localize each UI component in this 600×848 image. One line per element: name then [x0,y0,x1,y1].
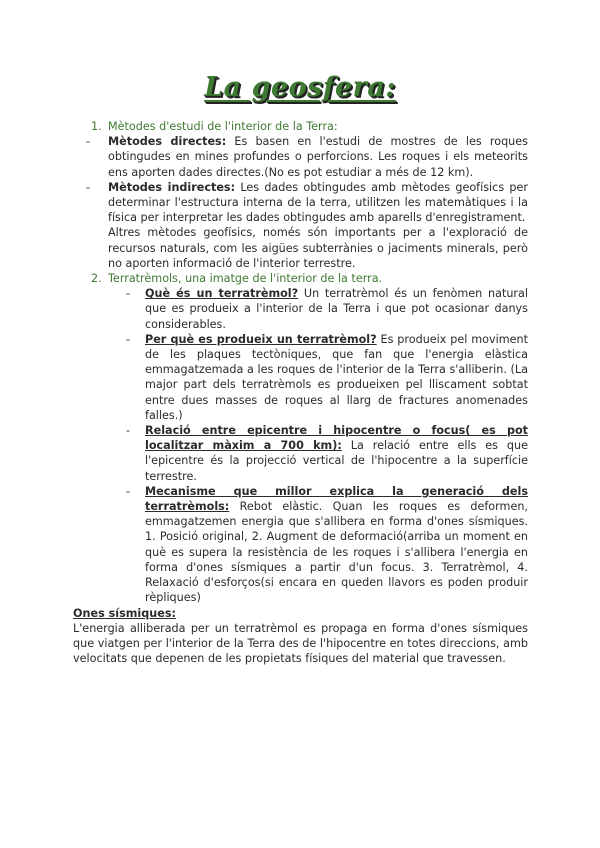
section-1-number: 1. [91,120,102,133]
term-metodes-directes: Mètodes directes: [108,135,227,149]
section-1-title: Mètodes d'estudi de l'interior de la Terra: [108,120,338,133]
text-metodes-directes: Es basen en l'estudi de mostres de les roques obtingudes en mines profundes o perforcions. Les roques i els meteorits ens aporten dades directes.(No es pot estudiar a més de 12 km). [108,135,528,179]
dash-marker: - [126,484,131,498]
text-que-es: Un terratrèmol és un fenòmen natural que es produeix a l'interior de la Terra i que pot ocasionar danys considerables. [145,287,528,331]
text-mecanisme: Rebot elàstic. Quan les roques es deformen, emmagatzemen energia que s'allibera en forma d'ones sísmiques. 1. Posició original, 2. Augment de deformació(arriba un moment en què es supera la resistència de les roques i s'allibera l'energia en forma d'ones sísmiques a partir d'un focus. 3. Terratrèmol, 4. Relaxació d'esforços(si encara en queden llavors es poden produir rèpliques) [145,500,528,605]
dash-marker: - [126,424,131,438]
section-1-heading [91,119,528,134]
dash-marker: - [86,135,91,149]
term-mecanisme: Mecanisme que millor explica la generació dels terratrèmols: [145,484,528,514]
term-que-es: Què és un terratrèmol? [145,287,299,301]
text-per-que: Es produeix pel moviment de les plaques tectòniques, que fan que l'energia elàstica emmagatzemada a les roques de l'interior de la Terra s'alliberin. (La major part dels terratrèmols es produeixen pel lliscament sobtat entre dues masses de roques al llarg de fractures anomenades falles.) [145,332,528,422]
list-item-per-que-es-produeix [126,332,528,423]
list-item-metodes-directes [86,134,528,180]
text-relacio: La relació entre ells es que l'epicentre és la projecció vertical de l'hipocentre a la superfície terrestre. [145,439,528,483]
dash-marker: - [126,332,131,346]
list-item-mecanisme [126,484,528,606]
term-per-que: Per què es produeix un terratrèmol? [145,332,377,346]
ones-sismiques-text: L'energia alliberada per un terratrèmol es propaga en forma d'ones sísmiques que viatgen per l'interior de la Terra des de l'hipocentre en totes direccions, amb velocitats que depenen de les propietats físiques del material que travessen. [73,621,528,666]
list-item-que-es-terratremol [126,286,528,332]
dash-marker: - [86,180,91,194]
list-item-relacio-epicentre [126,423,528,484]
section-2-title: Terratrèmols, una imatge de l'interior de la terra. [108,272,383,286]
term-metodes-indirectes: Mètodes indirectes: [108,180,236,194]
ones-sismiques-heading: Ones sísmiques: [73,606,176,620]
text-metodes-indirectes: Les dades obtingudes amb mètodes geofísics per determinar l'estructura interna de la terra, utilitzen les matemàtiques i la física per interpretar les dades obtingudes amb aparells d'enregistrament. [108,180,528,225]
page-title: La geosfera: [204,72,396,103]
section-2-number: 2. [91,272,102,286]
dash-marker: - [126,287,131,301]
text-altres-metodes: Altres mètodes geofísics, només són importants per a l'exploració de recursos naturals, com les aigües subterrànies o jaciments minerals, però no aporten informació de l'interior terrestre. [108,226,528,270]
term-relacio: Relació entre epicentre i hipocentre o focus( es pot localitzar màxim a 700 km): [145,424,528,453]
document-body [0,119,600,666]
list-item-metodes-indirectes [86,180,528,271]
section-2-heading [91,271,528,286]
